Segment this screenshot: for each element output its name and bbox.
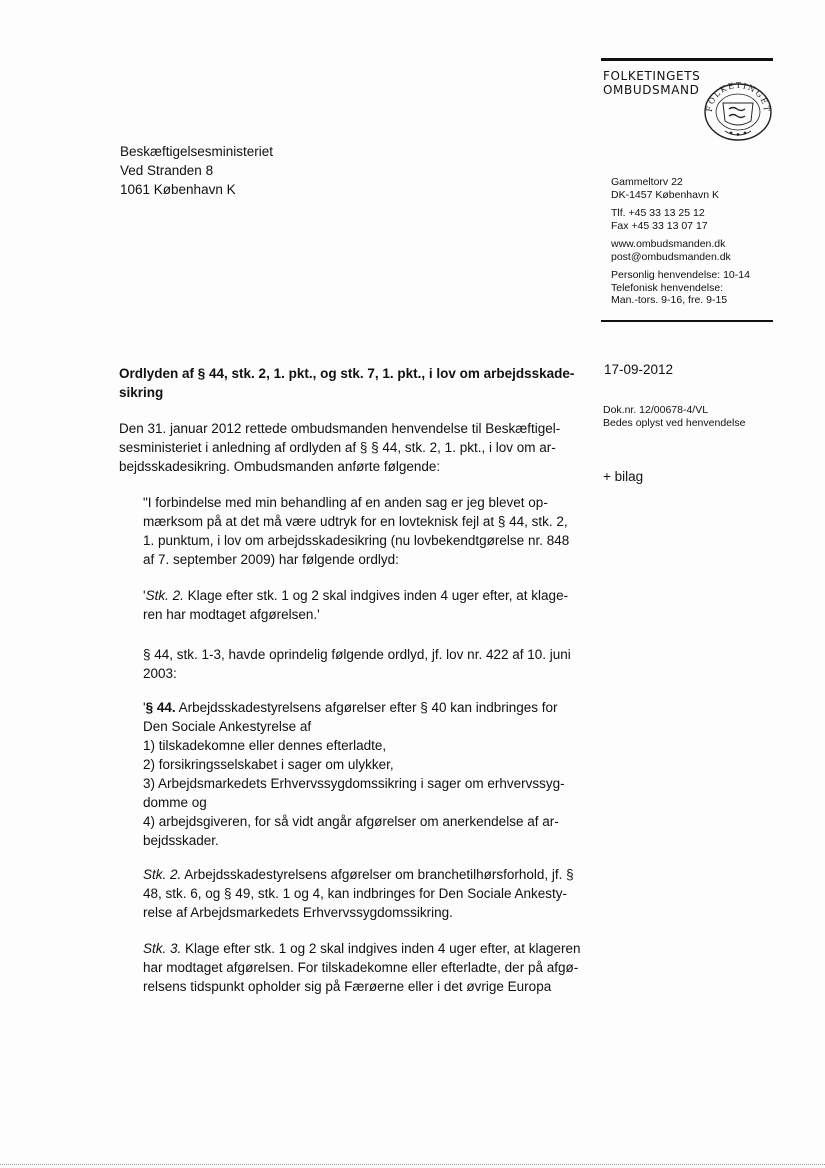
s3-line3: relsens tidspunkt opholder sig på Færøerne eller i det øvrige Europa bbox=[143, 979, 552, 994]
letter-title-line1: Ordlyden af § 44, stk. 2, 1. pkt., og stk. 7, 1. pkt., i lov om arbejdsskade- bbox=[119, 366, 575, 381]
contact-web-link[interactable]: www.ombudsmanden.dk bbox=[611, 238, 726, 250]
section-44-stk3 bbox=[143, 939, 593, 996]
s3-line1-text: Klage efter stk. 1 og 2 skal indgives inden 4 uger efter, at klageren bbox=[181, 941, 581, 956]
header-top-rule bbox=[601, 58, 773, 61]
s44-label: § 44. bbox=[145, 700, 176, 715]
contact-hours-phone: Man.-tors. 9-16, fre. 9-15 bbox=[611, 294, 728, 306]
quote1-line4: af 7. september 2009) har følgende ordlyd: bbox=[143, 552, 399, 567]
document-number-note: Bedes oplyst ved henvendelse bbox=[603, 416, 746, 429]
contact-block bbox=[611, 176, 750, 307]
letter-title-line2: sikring bbox=[119, 385, 164, 400]
s44-line1-text: Arbejdsskadestyrelsens afgørelser efter § 40 kan indbringes for bbox=[175, 700, 558, 715]
intro-line3: bejdsskadesikring. Ombudsmanden anførte følgende: bbox=[119, 459, 441, 474]
contact-phone: Tlf. +45 33 13 25 12 bbox=[611, 207, 705, 219]
document-number: Dok.nr. 12/00678-4/VL bbox=[603, 404, 709, 416]
stk2-quote bbox=[143, 586, 583, 624]
contact-hours-personal: Personlig henvendelse: 10-14 bbox=[611, 269, 750, 281]
s44-item4b: bejdsskader. bbox=[143, 833, 219, 848]
s2-line3: relse af Arbejdsmarkedets Erhvervssygdomssikring. bbox=[143, 905, 453, 920]
header-bottom-rule bbox=[601, 320, 773, 322]
contact-hours-phone-label: Telefonisk henvendelse: bbox=[611, 281, 724, 294]
recipient-city: 1061 København K bbox=[120, 182, 236, 197]
org-name-line1: FOLKETINGETS bbox=[603, 69, 701, 83]
quote1-line1: "I forbindelse med min behandling af en anden sag er jeg blevet op- bbox=[143, 495, 548, 510]
s2-line1-text: Arbejdsskadestyrelsens afgørelser om branchetilhørsforhold, jf. § bbox=[181, 867, 574, 882]
stk2-line2: ren har modtaget afgørelsen.' bbox=[143, 607, 320, 622]
intro-paragraph bbox=[119, 419, 579, 476]
s3-line1 bbox=[143, 939, 593, 958]
section-44-quote bbox=[143, 698, 583, 850]
section-44-stk2 bbox=[143, 865, 583, 922]
stk2-line1-text: Klage efter stk. 1 og 2 skal indgives inden 4 uger efter, at klage- bbox=[183, 588, 569, 603]
parliament-seal-icon bbox=[703, 79, 773, 141]
stk2-prefix: ' bbox=[143, 588, 146, 603]
contact-fax: Fax +45 33 13 07 17 bbox=[611, 219, 708, 232]
org-name bbox=[603, 69, 700, 97]
recipient-street: Ved Stranden 8 bbox=[120, 163, 214, 178]
s2-label: Stk. 2. bbox=[143, 867, 182, 882]
intro-line2: sesministeriet i anledning af ordlyden af § § 44, stk. 2, 1. pkt., i lov om ar- bbox=[119, 440, 556, 455]
orig-line1: § 44, stk. 1-3, havde oprindelig følgende ordlyd, jf. lov nr. 422 af 10. juni bbox=[143, 647, 571, 662]
document-number-block bbox=[603, 404, 745, 429]
seal-text: FOLKETINGET bbox=[704, 80, 772, 114]
org-name-line2: OMBUDSMAND bbox=[603, 83, 700, 97]
s2-line2: 48, stk. 6, og § 49, stk. 1 og 4, kan indbringes for Den Sociale Ankesty- bbox=[143, 886, 567, 901]
s44-line2: Den Sociale Ankestyrelse af bbox=[143, 719, 312, 734]
contact-city: DK-1457 København K bbox=[611, 188, 719, 201]
s44-item2: 2) forsikringsselskabet i sager om ulykker, bbox=[143, 757, 394, 772]
contact-street: Gammeltorv 22 bbox=[611, 176, 683, 188]
s2-line1 bbox=[143, 865, 583, 884]
stk2-label: Stk. 2. bbox=[145, 588, 184, 603]
quote1-line2: mærksom på at det må være udtryk for en lovteknisk fejl at § 44, stk. 2, bbox=[143, 514, 568, 529]
s44-item3a: 3) Arbejdsmarkedets Erhvervssygdomssikring i sager om erhvervssyg- bbox=[143, 776, 565, 791]
s3-line2: har modtaget afgørelsen. For tilskadekomne eller efterladte, der på afgø- bbox=[143, 960, 579, 975]
s44-item1: 1) tilskadekomne eller dennes efterladte, bbox=[143, 738, 387, 753]
letter-date: 17-09-2012 bbox=[604, 362, 674, 377]
s44-item4a: 4) arbejdsgiveren, for så vidt angår afgørelser om anerkendelse af ar- bbox=[143, 814, 559, 829]
intro-line1: Den 31. januar 2012 rettede ombudsmanden henvendelse til Beskæftigel- bbox=[119, 421, 561, 436]
s44-prefix: ' bbox=[143, 700, 146, 715]
s3-label: Stk. 3. bbox=[143, 941, 182, 956]
scan-edge-line bbox=[0, 1164, 825, 1165]
recipient-name: Beskæftigelsesministeriet bbox=[120, 144, 274, 159]
letter-title bbox=[119, 364, 579, 402]
stk2-line1 bbox=[143, 586, 583, 605]
recipient-address bbox=[120, 142, 273, 199]
orig-line2: 2003: bbox=[143, 666, 177, 681]
original-wording-paragraph bbox=[143, 645, 583, 683]
s44-item3b: domme og bbox=[143, 795, 207, 810]
s44-line1 bbox=[143, 698, 583, 717]
enclosure-note: + bilag bbox=[603, 469, 644, 484]
quote-paragraph-1 bbox=[143, 493, 583, 569]
quote1-line3: 1. punktum, i lov om arbejdsskadesikring (nu lovbekendtgørelse nr. 848 bbox=[143, 533, 570, 548]
contact-email-link[interactable]: post@ombudsmanden.dk bbox=[611, 250, 731, 263]
